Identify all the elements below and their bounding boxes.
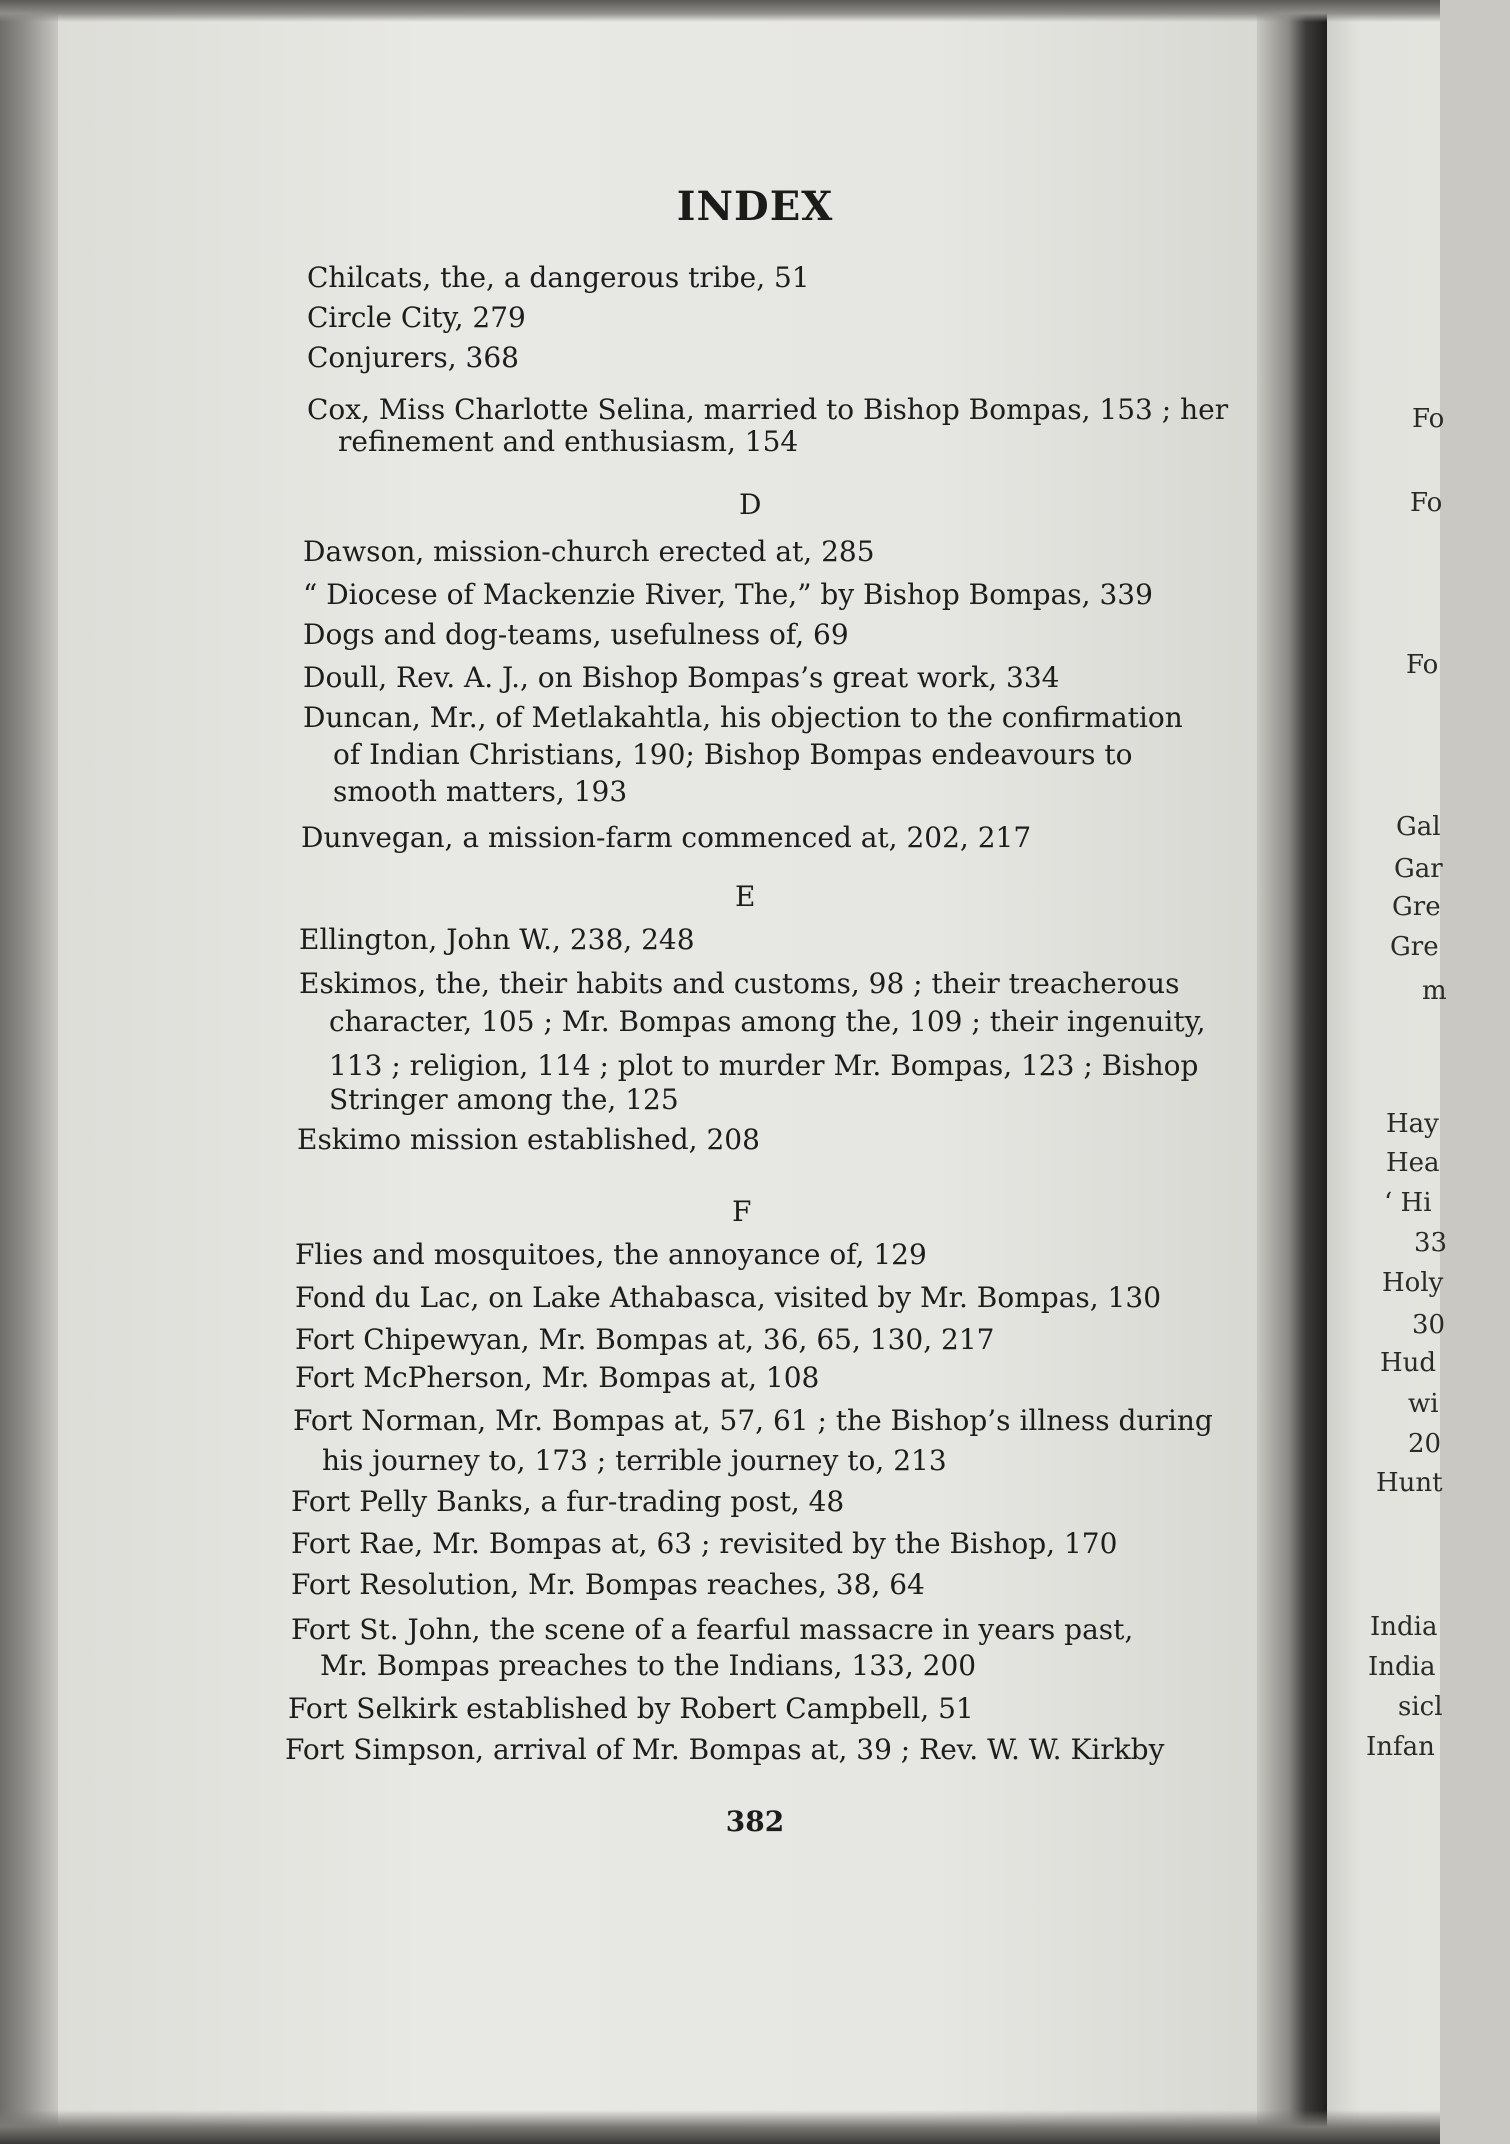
index-line: Fort Chipewyan, Mr. Bompas at, 36, 65, 130, 217 [295, 1323, 995, 1356]
facing-page-fragment: 30 [1412, 1310, 1446, 1340]
facing-page-fragment: Fo [1406, 650, 1439, 680]
facing-page-fragment: 33 [1414, 1228, 1448, 1258]
facing-page-fragment: Hud [1380, 1348, 1437, 1378]
index-line: Fort Norman, Mr. Bompas at, 57, 61 ; the Bishop’s illness during [293, 1404, 1213, 1437]
index-line: Fond du Lac, on Lake Athabasca, visited by Mr. Bompas, 130 [295, 1281, 1162, 1314]
index-line: Fort St. John, the scene of a fearful massacre in years past, [291, 1613, 1134, 1646]
facing-page-fragment: m [1422, 976, 1447, 1006]
section-letter-e: E [735, 880, 756, 913]
index-line: Dawson, mission-church erected at, 285 [303, 535, 875, 568]
index-line: Eskimos, the, their habits and customs, 98 ; their treacherous [299, 967, 1180, 1000]
facing-page-fragment: sicl [1398, 1692, 1443, 1722]
facing-page-fragment: Infan [1366, 1732, 1435, 1762]
facing-page-fragment: Gal [1396, 812, 1441, 842]
index-line: Fort Selkirk established by Robert Campbell, 51 [288, 1692, 974, 1725]
page-number: 382 [725, 1805, 785, 1838]
index-line: Duncan, Mr., of Metlakahtla, his objection to the confirmation [303, 701, 1183, 734]
facing-page-fragment: Fo [1412, 404, 1445, 434]
section-letter-d: D [739, 488, 762, 521]
section-letter-f: F [732, 1195, 752, 1228]
facing-page-fragment: Fo [1410, 488, 1443, 518]
facing-page-fragment: ‘ Hi [1384, 1188, 1432, 1218]
index-line: Circle City, 279 [307, 301, 526, 334]
index-line: Cox, Miss Charlotte Selina, married to Bishop Bompas, 153 ; her [307, 393, 1229, 426]
index-line: “ Diocese of Mackenzie River, The,” by Bishop Bompas, 339 [303, 578, 1153, 611]
index-line: Flies and mosquitoes, the annoyance of, 129 [295, 1238, 927, 1271]
index-line: Fort McPherson, Mr. Bompas at, 108 [295, 1361, 820, 1394]
index-line-continued: Mr. Bompas preaches to the Indians, 133, 200 [320, 1649, 977, 1682]
index-line: Fort Simpson, arrival of Mr. Bompas at, 39 ; Rev. W. W. Kirkby [285, 1733, 1165, 1766]
facing-page-fragment: Gar [1394, 854, 1443, 884]
facing-page-fragment: 20 [1408, 1429, 1442, 1459]
index-line-continued: smooth matters, 193 [333, 775, 628, 808]
index-line: Fort Pelly Banks, a fur-trading post, 48 [291, 1485, 845, 1518]
index-line: Eskimo mission established, 208 [297, 1123, 760, 1156]
index-line-continued: his journey to, 173 ; terrible journey to, 213 [322, 1444, 947, 1477]
facing-page-fragment: Hunt [1376, 1468, 1443, 1498]
index-line: Dogs and dog-teams, usefulness of, 69 [303, 618, 849, 651]
facing-page-fragment: India [1368, 1652, 1436, 1682]
index-line-continued: character, 105 ; Mr. Bompas among the, 109 ; their ingenuity, [329, 1005, 1206, 1038]
index-line: Doull, Rev. A. J., on Bishop Bompas’s great work, 334 [303, 661, 1060, 694]
index-line: Chilcats, the, a dangerous tribe, 51 [307, 261, 810, 294]
facing-page-fragment: Gre [1390, 932, 1439, 962]
index-line: Ellington, John W., 238, 248 [299, 923, 695, 956]
facing-page-fragment: India [1370, 1612, 1438, 1642]
facing-page-fragment: Hay [1386, 1109, 1439, 1139]
index-line-continued: refinement and enthusiasm, 154 [338, 425, 799, 458]
index-line: Fort Rae, Mr. Bompas at, 63 ; revisited by the Bishop, 170 [291, 1527, 1118, 1560]
facing-page-fragment: Gre [1392, 892, 1441, 922]
page-title: INDEX [676, 183, 834, 230]
index-line: Dunvegan, a mission-farm commenced at, 202, 217 [301, 821, 1032, 854]
index-line-continued: of Indian Christians, 190; Bishop Bompas endeavours to [333, 738, 1133, 771]
facing-page-fragment: wi [1408, 1389, 1439, 1419]
index-line: Fort Resolution, Mr. Bompas reaches, 38, 64 [291, 1568, 925, 1601]
index-line-continued: Stringer among the, 125 [329, 1083, 679, 1116]
index-line: Conjurers, 368 [307, 341, 519, 374]
facing-page-fragment: Hea [1386, 1148, 1440, 1178]
facing-page-fragment: Holy [1382, 1268, 1444, 1298]
index-line-continued: 113 ; religion, 114 ; plot to murder Mr. Bompas, 123 ; Bishop [329, 1049, 1199, 1082]
